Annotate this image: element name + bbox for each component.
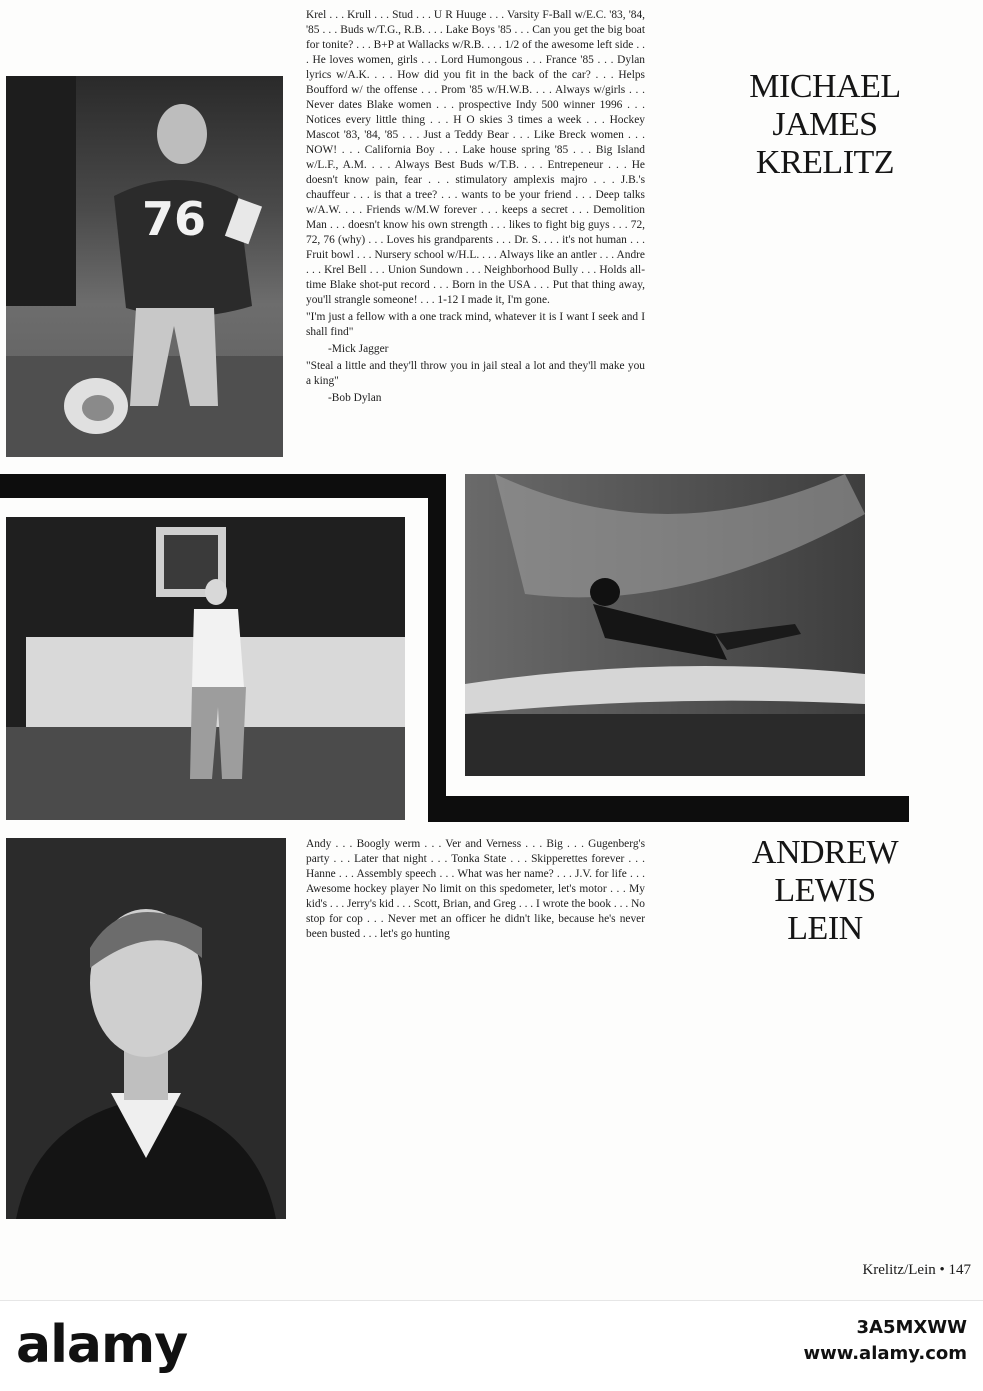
- name-first: MICHAEL: [749, 68, 901, 105]
- lein-bio-text: Andy . . . Boogly werm . . . Ver and Verness . . . Big . . . Gugenberg's party . . . Later that night . . . Tonka State . . . Skipperettes forever . . . Hanne . . . Assembly speech . . . What was her name? . . . J.V. for life . . . Awesome hockey player No limit on this spedometer, let's motor . . . My kid's . . . Jerry's kid . . . Scott, Brian, and Greg . . . I wrote the book . . . No stop for cop . . . Never met an officer he didn't like, because he's never been busted . . . let's go hunting: [306, 838, 645, 940]
- frame-bar-bottom: [428, 796, 909, 822]
- jersey-number: 76: [141, 192, 206, 246]
- alamy-logo: alamy: [16, 1315, 188, 1375]
- dylan-quote: "Steal a little and they'll throw you in jail steal a lot and they'll make you a king": [306, 360, 645, 387]
- site-url: www.alamy.com: [803, 1343, 967, 1364]
- name-last: KRELITZ: [755, 144, 895, 181]
- football-player-photo: [6, 76, 283, 457]
- lawn-portrait-photo: [6, 517, 405, 820]
- stock-footer: [0, 1300, 983, 1391]
- name-first: ANDREW: [751, 834, 899, 871]
- name-middle: LEWIS: [774, 872, 876, 909]
- frame-bar-vertical: [428, 474, 446, 822]
- name-last: LEIN: [787, 910, 863, 947]
- senior-portrait-photo: [6, 838, 286, 1219]
- jagger-quote: "I'm just a fellow with a one track mind, whatever it is I want I seek and I shall find": [306, 311, 645, 338]
- krelitz-name: [720, 68, 930, 182]
- page-folio: Krelitz/Lein • 147: [862, 1262, 971, 1278]
- krelitz-bio-text: Krel . . . Krull . . . Stud . . . U R Huuge . . . Varsity F-Ball w/E.C. '83, '84, '85 . . . Buds w/T.G., R.B. . . . Lake Boys '85 . . . Can you get the big boat for tonite? . . . B+P at Wallacks w/R.B. . . . 1/2 of the awesome left side . . . He loves women, girls . . . Lord Humongous . . . France '85 . . . Dylan lyrics w/A.K. . . . How did you fit in the back of the car? . . . Helps Boufford w/ the offense . . . Prom '85 w/H.W.B. . . . Always w/girls . . . Never dates Blake women . . . prospective Indy 500 winner 1996 . . . Notices every little thing . . . H O skies 3 times a week . . . Hockey Mascot '83, '84, '85 . . . Just a Teddy Bear . . . Like Breck women . . . NOW! . . . California Boy . . . Lake house spring '85 . . . Big Island w/L.F., A.M. . . . Always Best Buds w/T.B. . . . Entrepeneur . . . He doesn't know pain, fear . . . stimulatory amplexis majro . . . J.B.'s chauffeur . . . is that a tree? . . . wants to be your friend . . . Deep talks w/A.W. . . . Friends w/M.W forever . . . keeps a secret . . . Demolition Man . . . doesn't know his own strength . . . likes to fight big guys . . . 72, 72, 76 (why) . . . Loves his grandparents . . . Dr. S. . . . it's not human . . . Fruit bowl . . . Nursery school w/H.L. . . . Always like an antler . . . Andre . . . Krel Bell . . . Union Sundown . . . Neighborhood Bully . . . Holds all-time Blake shot-put record . . . Born in the USA . . . Put that thing away, you'll strangle someone! . . . 1-12 I made it, I'm gone.: [306, 9, 645, 306]
- name-middle: JAMES: [772, 106, 878, 143]
- dylan-attribution: -Bob Dylan: [328, 392, 382, 404]
- image-id: 3A5MXWW: [856, 1317, 967, 1338]
- frame-bar-top-left: [0, 474, 446, 498]
- lein-name: [720, 834, 930, 948]
- jagger-attribution: -Mick Jagger: [328, 343, 389, 355]
- waterski-photo: [465, 474, 865, 776]
- lein-bio: [306, 837, 645, 944]
- krelitz-bio: [306, 8, 645, 408]
